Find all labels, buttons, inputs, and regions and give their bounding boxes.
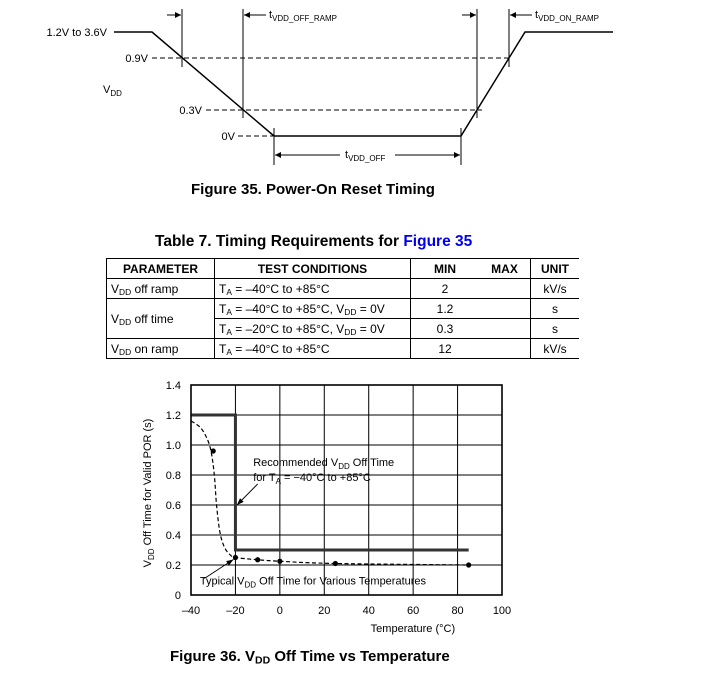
label-t-off-ramp: $t_{VDD\_OFF\_RAMP}$ (269, 9, 337, 23)
typical-data-point (233, 555, 238, 560)
typical-data-point (255, 557, 260, 562)
y-axis-label: $V_{DD}$ Off Time for Valid POR (s) (142, 418, 156, 568)
label-0v3: 0.3V (179, 105, 202, 117)
figure-35-link[interactable]: Figure 35 (403, 233, 473, 250)
condition-cell: $T_A = -20^\circ C$ to +85°C, $V_{DD} = 0V$ (215, 319, 411, 339)
y-tick-label: 0.6 (165, 500, 181, 512)
min-cell: 2 (411, 279, 480, 299)
condition-cell: $T_A = -40^\circ C$ to +85°C, $V_{DD} = 0V$ (215, 299, 411, 319)
condition-cell: $T_A = -40^\circ C$ to +85°C (215, 339, 411, 359)
annotation-recommended-line2: for $T_A = -40^\circ C$ to +85°C (253, 472, 371, 486)
condition-cell: $T_A = -40^\circ C$ to +85°C (215, 279, 411, 299)
min-cell: 12 (411, 339, 480, 359)
unit-cell: s (531, 319, 580, 339)
y-tick-label: 1.4 (165, 380, 181, 392)
figure-35-caption: Figure 35. Power-On Reset Timing (191, 181, 435, 198)
y-tick-label: 0.4 (165, 530, 181, 542)
label-vdd: $V_{DD}$ (103, 84, 122, 98)
param-cell: $V_{DD}$ on ramp (107, 339, 215, 359)
header-test-conditions: TEST CONDITIONS (215, 259, 411, 279)
header-parameter: PARAMETER (107, 259, 215, 279)
label-t-on-ramp: $t_{VDD\_ON\_RAMP}$ (535, 9, 599, 23)
series-layer (191, 415, 471, 568)
typical-data-point (466, 562, 471, 567)
label-t-off: $t_{VDD\_OFF}$ (345, 149, 386, 163)
annotation-recommended-line1: Recommended $V_{DD}$ Off Time (253, 457, 395, 471)
x-tick-label: 60 (407, 605, 420, 617)
unit-cell: kV/s (531, 339, 580, 359)
label-supply-range: 1.2V to 3.6V (46, 27, 107, 39)
x-tick-label: 40 (362, 605, 375, 617)
y-tick-label: 0 (174, 590, 181, 602)
y-tick-label: 0.8 (165, 470, 181, 482)
typical-data-point (277, 559, 282, 564)
min-cell: 0.3 (411, 319, 480, 339)
param-cell: $V_{DD}$ off time (107, 299, 215, 339)
x-tick-label: 80 (451, 605, 464, 617)
label-0v: 0V (221, 131, 235, 143)
x-tick-label: 0 (276, 605, 283, 617)
header-min: MIN (411, 259, 480, 279)
x-tick-label: 100 (492, 605, 512, 617)
table-title-text: Table 7. Timing Requirements for (155, 233, 404, 250)
x-tick-label: –20 (226, 605, 245, 617)
typical-data-point (211, 448, 216, 453)
x-axis-label: Temperature (°C) (370, 623, 456, 635)
unit-cell: kV/s (531, 279, 580, 299)
typical-off-time-curve (191, 421, 469, 565)
y-tick-label: 1.0 (165, 440, 181, 452)
param-cell: $V_{DD}$ off ramp (107, 279, 215, 299)
unit-cell: s (531, 299, 580, 319)
min-cell: 1.2 (411, 299, 480, 319)
annotation-layer (200, 457, 427, 590)
x-tick-label: –40 (181, 605, 201, 617)
header-max: MAX (479, 259, 531, 279)
y-tick-label: 1.2 (165, 410, 181, 422)
annotation-typical: Typical $V_{DD}$ Off Time for Various Temperatures (199, 575, 427, 590)
header-unit: UNIT (531, 259, 580, 279)
figure-36-caption: Figure 36. $V_{DD}$ Off Time vs Temperature (170, 648, 450, 667)
y-tick-label: 0.2 (165, 560, 181, 572)
x-tick-label: 20 (318, 605, 331, 617)
typical-data-point (333, 561, 338, 566)
label-0v9: 0.9V (125, 53, 148, 65)
